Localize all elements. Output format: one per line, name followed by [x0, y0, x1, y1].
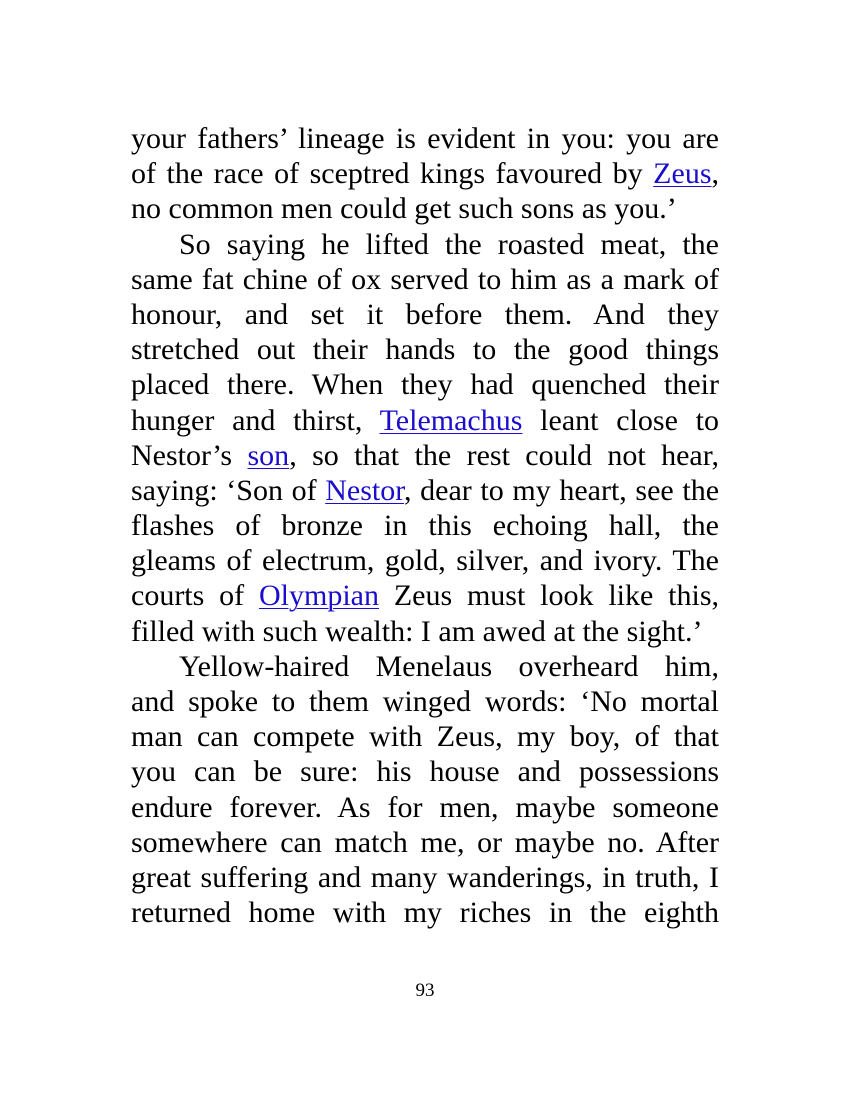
text-line: [131, 543, 719, 578]
link-son[interactable]: son: [247, 438, 290, 472]
text-line: [131, 156, 719, 191]
text-segment: placed there. When they had quenched their: [131, 368, 719, 402]
text-segment: leant close to: [522, 403, 719, 437]
text-segment: flashes of bronze in this echoing hall, the: [131, 509, 719, 543]
link-zeus[interactable]: Zeus: [653, 157, 712, 191]
text-segment: So saying he lifted the roasted meat, the: [179, 227, 719, 261]
text-line: [131, 825, 719, 860]
text-segment: Yellow-haired Menelaus overheard him,: [179, 649, 719, 683]
text-line: [131, 367, 719, 402]
text-line: [131, 297, 719, 332]
text-line: [131, 227, 719, 262]
text-line: [131, 403, 719, 438]
text-line: [131, 649, 719, 684]
page-number: 93: [415, 980, 435, 1001]
text-line: [131, 262, 719, 297]
text-line: [131, 719, 719, 754]
text-segment: somewhere can match me, or maybe no. After: [131, 825, 719, 859]
text-segment: Zeus must look like this,: [378, 579, 719, 613]
text-segment: of the race of sceptred kings favoured by: [131, 157, 654, 191]
text-segment: gleams of electrum, gold, silver, and ivory. The: [131, 544, 719, 578]
body-text: [131, 121, 719, 930]
text-segment: saying: ‘Son of: [131, 473, 326, 507]
text-line: [131, 508, 719, 543]
text-line: [131, 895, 719, 930]
text-segment: stretched out their hands to the good things: [131, 333, 719, 367]
text-line: [131, 121, 719, 156]
text-segment: returned home with my riches in the eighth: [131, 896, 719, 930]
text-line: [131, 578, 719, 613]
text-segment: ,: [711, 157, 719, 191]
text-segment: man can compete with Zeus, my boy, of that: [131, 720, 719, 754]
text-segment: you can be sure: his house and possessions: [131, 755, 719, 789]
text-segment: your fathers’ lineage is evident in you: you are: [131, 122, 719, 155]
text-segment: hunger and thirst,: [131, 403, 380, 437]
text-segment: , dear to my heart, see the: [404, 473, 720, 507]
link-telemachus[interactable]: Telemachus: [379, 403, 523, 437]
link-nestor[interactable]: Nestor: [325, 473, 405, 507]
text-segment: courts of: [131, 579, 259, 613]
text-line: [131, 191, 719, 226]
text-line: [131, 790, 719, 825]
text-line: [131, 860, 719, 895]
text-segment: filled with such wealth: I am awed at the sight.’: [131, 614, 703, 648]
text-segment: and spoke to them winged words: ‘No mortal: [131, 685, 719, 718]
text-line: [131, 684, 719, 719]
text-segment: honour, and set it before them. And they: [131, 297, 719, 331]
text-line: [131, 332, 719, 367]
text-line: [131, 614, 719, 649]
text-line: [131, 473, 719, 508]
link-olympian[interactable]: Olympian: [258, 579, 379, 613]
text-line: [131, 438, 719, 473]
text-segment: no common men could get such sons as you.’: [131, 192, 677, 226]
text-line: [131, 754, 719, 789]
text-segment: , so that the rest could not hear,: [289, 438, 719, 472]
text-segment: great suffering and many wanderings, in truth, I: [131, 860, 719, 894]
text-segment: endure forever. As for men, maybe someone: [131, 790, 719, 824]
text-segment: Nestor’s: [131, 438, 248, 472]
text-segment: same fat chine of ox served to him as a mark of: [131, 262, 719, 296]
